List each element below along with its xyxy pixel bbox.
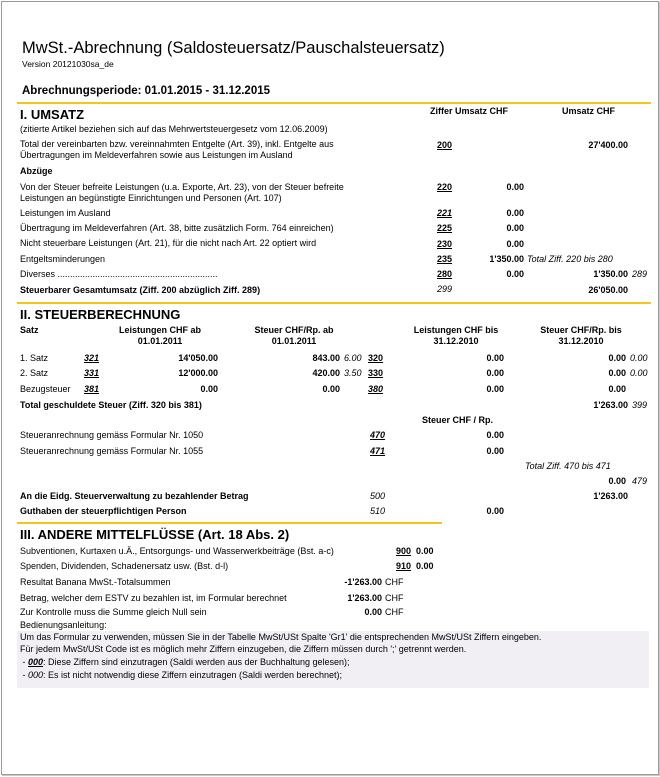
row-1050-label: Steueranrechnung gemäss Formular Nr. 1050 xyxy=(20,430,204,440)
result-label: Resultat Banana MwSt.-Totalsummen xyxy=(20,577,171,587)
column-header-steuer-bis xyxy=(522,325,640,347)
value-299: 26'050.00 xyxy=(588,285,628,295)
code-200: 200 xyxy=(437,140,453,150)
tax-row-rate-bis: 0.00 xyxy=(630,353,648,363)
tax-row-steuer: 843.00 xyxy=(312,353,340,363)
code-470: 470 xyxy=(370,430,386,440)
section-divider xyxy=(17,522,442,524)
column-header-leistungen-bis-line1: Leistungen CHF bis xyxy=(413,325,499,335)
estv-value: 1'263.00 xyxy=(347,593,382,603)
value-289: 1'350.00 xyxy=(593,269,628,279)
code-221: 221 xyxy=(437,208,453,218)
column-header-leistungen-bis-line2: 31.12.2010 xyxy=(433,336,479,346)
column-header-umsatz: Umsatz CHF xyxy=(562,106,616,116)
column-header-steuer-ab xyxy=(234,325,354,347)
ref-289: 289 xyxy=(632,269,648,279)
value-470: 0.00 xyxy=(486,430,504,440)
check-value: 0.00 xyxy=(364,607,382,617)
instructions-text: : Es ist nicht notwendig diese Ziffern einzutragen (Saldi werden berechnet); xyxy=(43,670,343,680)
column-header-leistungen-ab-line2: 01.01.2011 xyxy=(137,336,183,346)
note-total-220-280: Total Ziff. 220 bis 280 xyxy=(527,254,613,264)
tax-row-code: 381 xyxy=(84,384,100,394)
instructions-line-1: Um das Formular zu verwenden, müssen Sie in der Tabelle MwSt/USt Spalte 'Gr1' die entsprechenden MwSt/USt Ziffern eingeben. xyxy=(20,632,542,642)
row-221-label: Leistungen im Ausland xyxy=(20,208,111,218)
code-230: 230 xyxy=(437,239,453,249)
instructions-line-3 xyxy=(20,657,350,668)
instructions-code-italic: 000 xyxy=(28,670,44,680)
code-299: 299 xyxy=(437,284,453,294)
row-220-label-2: Leistungen an begünstigte Einrichtungen und Personen (Art. 107) xyxy=(20,193,282,203)
version-label: Version 20121030sa_de xyxy=(22,59,114,69)
tax-row-rate: 3.50 xyxy=(344,368,362,378)
tax-row-leistungen-bis: 0.00 xyxy=(486,384,504,394)
column-header-steuer-rp: Steuer CHF / Rp. xyxy=(422,415,494,425)
column-header-leistungen-ab-line1: Leistungen CHF ab xyxy=(118,325,201,335)
tax-row-code2: 380 xyxy=(368,384,384,394)
code-235: 235 xyxy=(437,254,453,264)
section-heading-umsatz: I. UMSATZ xyxy=(20,107,85,122)
code-471: 471 xyxy=(370,446,386,456)
column-header-leistungen-ab xyxy=(105,325,215,347)
note-total-470-471: Total Ziff. 470 bis 471 xyxy=(525,461,611,471)
row-225-label: Übertragung im Meldeverfahren (Art. 38, bitte zusätzlich Form. 764 einreichen) xyxy=(20,223,334,233)
row-299-label: Steuerbarer Gesamtumsatz (Ziff. 200 abzüglich Ziff. 289) xyxy=(20,285,261,295)
tax-row-steuer-bis: 0.00 xyxy=(608,368,626,378)
period-label: Abrechnungsperiode: 01.01.2015 - 31.12.2015 xyxy=(22,85,271,97)
value-510: 0.00 xyxy=(486,506,504,516)
tax-row-leistungen: 0.00 xyxy=(200,384,218,394)
section-heading-mittelfluesse: III. ANDERE MITTELFLÜSSE (Art. 18 Abs. 2) xyxy=(20,527,290,542)
row-910-label: Spenden, Dividenden, Schadenersatz usw. (Bst. d-l) xyxy=(20,561,229,571)
tax-row-leistungen-bis: 0.00 xyxy=(486,368,504,378)
row-1055-label: Steueranrechnung gemäss Formular Nr. 1055 xyxy=(20,446,204,456)
row-200-label-1: Total der vereinbarten bzw. vereinnahmten Entgelte (Art. 39), inkl. Entgelte aus xyxy=(20,139,334,149)
tax-row-code: 321 xyxy=(84,353,100,363)
total-tax-value: 1'263.00 xyxy=(593,400,628,410)
ref-479: 479 xyxy=(632,476,648,486)
page-title: MwSt.-Abrechnung (Saldosteuersatz/Pauschalsteuersatz) xyxy=(22,39,445,57)
section-heading-steuerberechnung: II. STEUERBERECHNUNG xyxy=(20,307,181,322)
tax-row-steuer-bis: 0.00 xyxy=(608,384,626,394)
instructions-line-2: Für jedem MwSt/USt Code ist es möglich mehr Ziffern einzugeben, die Ziffern müssen durch ';' getrennt werden. xyxy=(20,644,467,654)
estv-currency: CHF xyxy=(385,593,404,603)
value-910: 0.00 xyxy=(416,561,434,571)
section-divider xyxy=(17,102,651,104)
value-230: 0.00 xyxy=(506,239,524,249)
column-header-steuer-ab-line2: 01.01.2011 xyxy=(271,336,317,346)
row-200-label-2: Übertragungen im Meldeverfahren sowie aus Leistungen im Ausland xyxy=(20,150,293,160)
tax-row-steuer: 420.00 xyxy=(312,368,340,378)
code-500: 500 xyxy=(370,491,386,501)
value-235: 1'350.00 xyxy=(489,254,524,264)
value-479: 0.00 xyxy=(608,476,626,486)
tax-row-steuer-bis: 0.00 xyxy=(608,353,626,363)
column-header-ziffer-umsatz: Ziffer Umsatz CHF xyxy=(430,106,509,116)
column-header-leistungen-bis xyxy=(397,325,515,347)
total-tax-label: Total geschuldete Steuer (Ziff. 320 bis 381) xyxy=(20,400,202,410)
tax-row-leistungen: 14'050.00 xyxy=(178,353,218,363)
result-value: -1'263.00 xyxy=(344,577,382,587)
column-header-steuer-bis-line2: 31.12.2010 xyxy=(558,336,604,346)
intro-text: (zitierte Artikel beziehen sich auf das Mehrwertsteuergesetz vom 12.06.2009) xyxy=(20,124,328,134)
value-221: 0.00 xyxy=(506,208,524,218)
code-910: 910 xyxy=(396,561,412,571)
tax-row-label: 2. Satz xyxy=(20,368,49,378)
value-500: 1'263.00 xyxy=(593,491,628,501)
column-header-steuer-bis-line1: Steuer CHF/Rp. bis xyxy=(540,325,622,335)
value-200: 27'400.00 xyxy=(588,140,628,150)
instructions-bullet: - xyxy=(20,670,28,680)
code-220: 220 xyxy=(437,182,453,192)
ref-399: 399 xyxy=(632,400,648,410)
row-500-label: An die Eidg. Steuerverwaltung zu bezahlender Betrag xyxy=(20,491,249,501)
code-900: 900 xyxy=(396,546,412,556)
row-230-label: Nicht steuerbare Leistungen (Art. 21), für die nicht nach Art. 22 optiert wird xyxy=(20,238,317,248)
check-currency: CHF xyxy=(385,607,404,617)
tax-form-page xyxy=(1,1,659,775)
row-510-label: Guthaben der steuerpflichtigen Person xyxy=(20,506,187,516)
check-label: Zur Kontrolle muss die Summe gleich Null sein xyxy=(20,607,207,617)
instructions-bullet: - xyxy=(20,657,28,667)
value-900: 0.00 xyxy=(416,546,434,556)
code-280: 280 xyxy=(437,269,453,279)
column-header-satz: Satz xyxy=(20,325,39,335)
instructions-title: Bedienungsanleitung: xyxy=(20,620,107,630)
value-225: 0.00 xyxy=(506,223,524,233)
estv-label: Betrag, welcher dem ESTV zu bezahlen ist, im Formular berechnet xyxy=(20,593,287,603)
result-currency: CHF xyxy=(385,577,404,587)
section-divider xyxy=(17,302,651,304)
code-510: 510 xyxy=(370,506,386,516)
column-header-steuer-ab-line1: Steuer CHF/Rp. ab xyxy=(254,325,334,335)
tax-row-steuer: 0.00 xyxy=(322,384,340,394)
row-900-label: Subventionen, Kurtaxen u.Ä., Entsorgungs- und Wasserwerkbeiträge (Bst. a-c) xyxy=(20,546,334,556)
tax-row-code2: 330 xyxy=(368,368,384,378)
row-280-label: Diverses ................................................................ xyxy=(20,269,218,279)
value-220: 0.00 xyxy=(506,182,524,192)
tax-row-label: 1. Satz xyxy=(20,353,49,363)
row-220-label-1: Von der Steuer befreite Leistungen (u.a. Exporte, Art. 23), von der Steuer befreite xyxy=(20,182,344,192)
value-280: 0.00 xyxy=(506,269,524,279)
row-235-label: Entgeltsminderungen xyxy=(20,254,106,264)
tax-row-code: 331 xyxy=(84,368,100,378)
value-471: 0.00 xyxy=(486,446,504,456)
instructions-code-bold: 000 xyxy=(28,657,44,667)
instructions-line-4 xyxy=(20,670,342,681)
tax-row-label: Bezugsteuer xyxy=(20,384,71,394)
code-225: 225 xyxy=(437,223,453,233)
tax-row-leistungen: 12'000.00 xyxy=(178,368,218,378)
tax-row-code2: 320 xyxy=(368,353,384,363)
tax-row-leistungen-bis: 0.00 xyxy=(486,353,504,363)
tax-row-rate-bis: 0.00 xyxy=(630,368,648,378)
abzuege-heading: Abzüge xyxy=(20,166,53,176)
tax-row-rate: 6.00 xyxy=(344,353,362,363)
instructions-text: : Diese Ziffern sind einzutragen (Saldi werden aus der Buchhaltung gelesen); xyxy=(43,657,350,667)
